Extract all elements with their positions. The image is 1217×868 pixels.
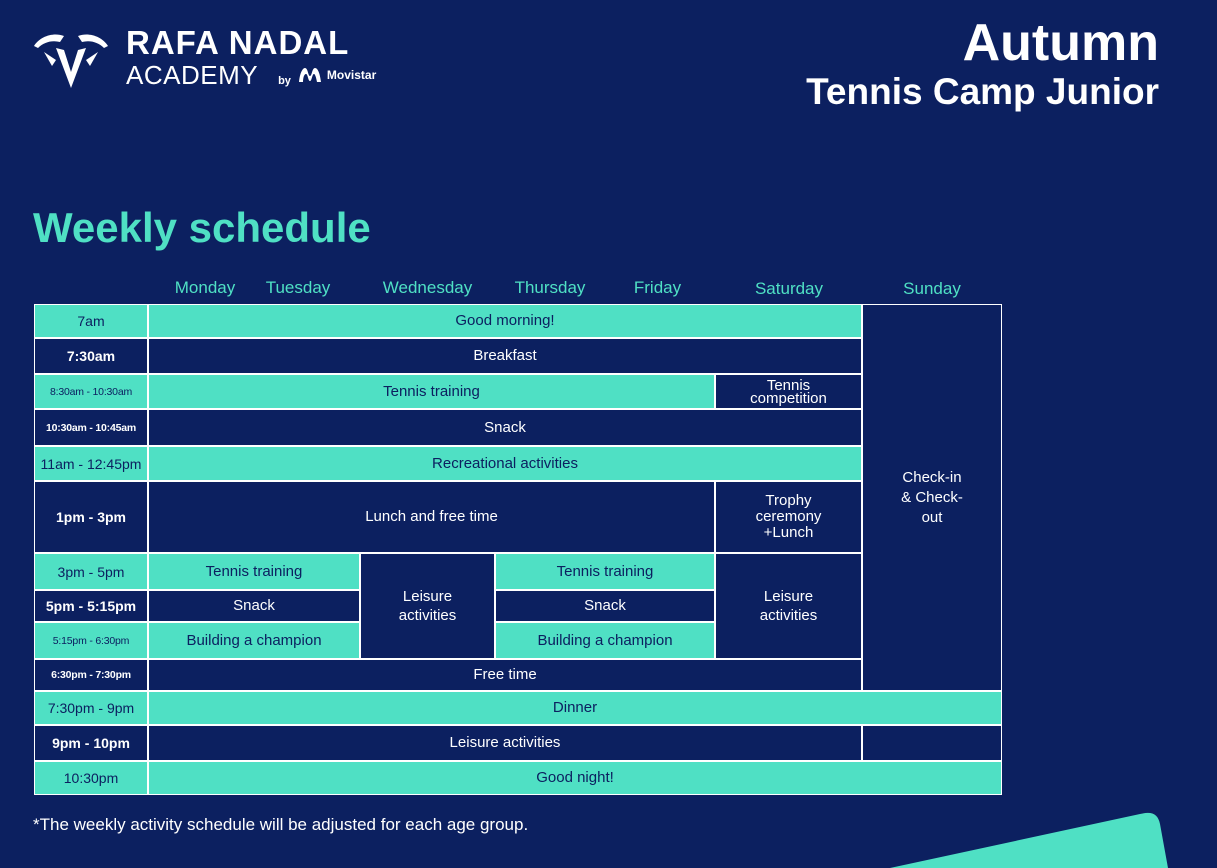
brand-by: by — [278, 75, 291, 87]
activity-building-champion-mon-tue: Building a champion — [148, 622, 360, 659]
day-saturday: Saturday — [754, 279, 824, 298]
activity-free-time: Free time — [148, 659, 862, 691]
activity-leisure-saturday: Leisure activities — [715, 553, 862, 659]
movistar-m-icon — [297, 66, 323, 84]
time-cell: 7:30am — [34, 338, 148, 374]
activity-snack-thu-fri: Snack — [495, 590, 715, 622]
day-tuesday: Tuesday — [265, 278, 331, 297]
sponsor-name: Movistar — [326, 68, 377, 82]
camp-name: Tennis Camp Junior — [806, 71, 1159, 112]
camp-title — [806, 14, 1159, 112]
activity-good-morning: Good morning! — [148, 304, 862, 338]
activity-recreational: Recreational activities — [148, 446, 862, 481]
time-cell: 3pm - 5pm — [34, 553, 148, 590]
activity-tennis-competition: Tennis competition — [715, 374, 862, 409]
empty-cell-sunday-evening — [862, 725, 1002, 761]
footnote: *The weekly activity schedule will be adjusted for each age group. — [33, 815, 529, 834]
day-friday: Friday — [633, 278, 682, 297]
time-cell: 11am - 12:45pm — [34, 446, 148, 481]
activity-good-night: Good night! — [148, 761, 1002, 795]
time-cell: 6:30pm - 7:30pm — [34, 659, 148, 691]
activity-leisure-evening: Leisure activities — [148, 725, 862, 761]
time-cell: 10:30pm — [34, 761, 148, 795]
activity-check-in-out: Check-in & Check-out — [862, 304, 1002, 691]
activity-lunch-free-time: Lunch and free time — [148, 481, 715, 553]
time-cell: 1pm - 3pm — [34, 481, 148, 553]
activity-dinner: Dinner — [148, 691, 1002, 725]
section-title: Weekly schedule — [33, 204, 371, 251]
activity-leisure-wednesday: Leisure activities — [360, 553, 495, 659]
activity-tennis-training-mon-tue: Tennis training — [148, 553, 360, 590]
activity-tennis-training-thu-fri: Tennis training — [495, 553, 715, 590]
academy-logo — [30, 26, 376, 92]
time-cell: 8:30am - 10:30am — [34, 374, 148, 409]
day-monday: Monday — [174, 278, 236, 297]
activity-snack-mon-tue: Snack — [148, 590, 360, 622]
activity-building-champion-thu-fri: Building a champion — [495, 622, 715, 659]
decorative-corner-shape — [890, 800, 1217, 868]
activity-tennis-training: Tennis training — [148, 374, 715, 409]
time-cell: 10:30am - 10:45am — [34, 409, 148, 446]
activity-snack: Snack — [148, 409, 862, 446]
brand-name: RAFA NADAL — [126, 24, 350, 61]
bull-logo-icon — [30, 26, 112, 92]
time-cell: 5:15pm - 6:30pm — [34, 622, 148, 659]
time-cell: 7am — [34, 304, 148, 338]
time-cell: 7:30pm - 9pm — [34, 691, 148, 725]
activity-breakfast: Breakfast — [148, 338, 862, 374]
activity-trophy-ceremony: Trophy ceremony +Lunch — [715, 481, 862, 553]
day-wednesday: Wednesday — [382, 278, 473, 297]
day-sunday: Sunday — [903, 279, 961, 298]
brand-sub: ACADEMY — [126, 60, 259, 90]
time-cell: 9pm - 10pm — [34, 725, 148, 761]
day-thursday: Thursday — [514, 278, 586, 297]
time-cell: 5pm - 5:15pm — [34, 590, 148, 622]
season-title: Autumn — [962, 14, 1159, 72]
